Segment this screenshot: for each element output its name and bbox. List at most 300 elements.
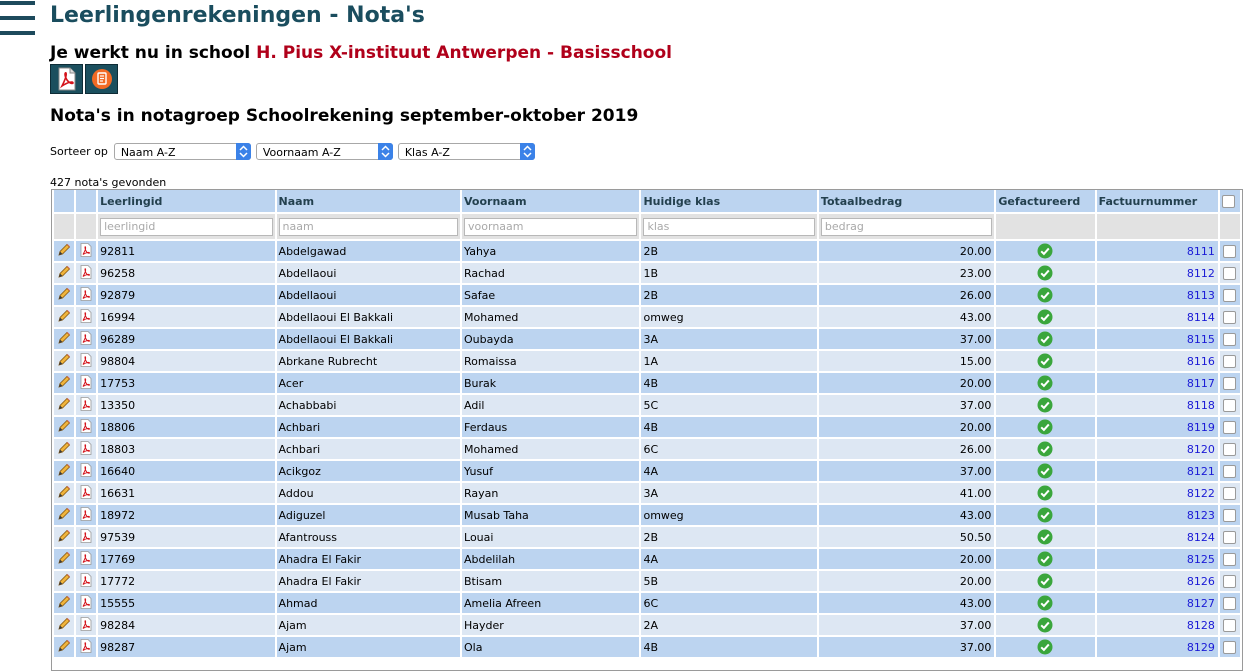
chevron-updown-icon [236, 143, 251, 160]
cell-voornaam: Ola [462, 635, 639, 657]
cell-voornaam: Rayan [462, 481, 639, 503]
pdf-cell [76, 349, 96, 371]
sort-select-value: Klas A-Z [404, 146, 450, 159]
cell-gefactureerd [996, 547, 1094, 569]
cell-voornaam: Romaissa [462, 349, 639, 371]
pdf-cell [76, 415, 96, 437]
col-edit-header [54, 190, 74, 214]
cell-voornaam: Abdelilah [462, 547, 639, 569]
pencil-icon[interactable] [57, 287, 71, 301]
pdf-icon[interactable] [80, 287, 92, 301]
cell-voornaam: Musab Taha [462, 503, 639, 525]
cell-factuurnummer [1097, 371, 1218, 393]
cell-leerlingid: 97539 [98, 525, 274, 547]
table-row [54, 459, 1240, 481]
pdf-icon[interactable] [80, 375, 92, 389]
pencil-icon[interactable] [57, 639, 71, 653]
school-line [50, 43, 672, 63]
cell-naam: Achbari [277, 437, 460, 459]
pdf-icon[interactable] [80, 507, 92, 521]
edit-cell [54, 525, 74, 547]
cell-voornaam: Rachad [462, 261, 639, 283]
edit-cell [54, 437, 74, 459]
pdf-cell [76, 503, 96, 525]
table-row [54, 481, 1240, 503]
cell-leerlingid: 98284 [98, 613, 274, 635]
cell-voornaam: Louai [462, 525, 639, 547]
edit-cell [54, 613, 74, 635]
pdf-cell [76, 481, 96, 503]
factuurnummer-link[interactable]: 8127 [1186, 596, 1215, 610]
pdf-cell [76, 239, 96, 261]
row-checkbox[interactable] [1223, 333, 1236, 346]
cell-naam: Abdelgawad [277, 239, 460, 261]
pdf-cell [76, 569, 96, 591]
cell-gefactureerd [996, 569, 1094, 591]
cell-naam: Addou [277, 481, 460, 503]
col-voornaam[interactable]: Voornaam [462, 190, 639, 214]
check-circle-icon [1037, 551, 1053, 567]
factuurnummer-link[interactable]: 8128 [1186, 618, 1215, 632]
document-button[interactable] [85, 64, 118, 94]
cell-klas: 5C [641, 393, 816, 415]
pdf-icon[interactable] [80, 265, 92, 279]
factuurnummer-link[interactable]: 8125 [1186, 552, 1215, 566]
cell-naam: Afantrouss [277, 525, 460, 547]
factuurnummer-link[interactable]: 8121 [1186, 464, 1215, 478]
pdf-icon[interactable] [80, 331, 92, 345]
cell-naam: Ajam [277, 613, 460, 635]
check-circle-icon [1037, 573, 1053, 589]
edit-cell [54, 591, 74, 613]
col-pdf-header [76, 190, 96, 214]
factuurnummer-link[interactable]: 8126 [1186, 574, 1215, 588]
factuurnummer-link[interactable]: 8124 [1186, 530, 1215, 544]
cell-bedrag: 20.00 [819, 371, 994, 393]
cell-bedrag: 23.00 [819, 261, 994, 283]
select-cell [1220, 481, 1240, 503]
table-row [54, 305, 1240, 327]
cell-factuurnummer [1097, 393, 1218, 415]
cell-leerlingid: 98804 [98, 349, 274, 371]
pdf-icon [56, 67, 78, 91]
edit-cell [54, 261, 74, 283]
check-circle-icon [1037, 309, 1053, 325]
cell-factuurnummer [1097, 349, 1218, 371]
pencil-icon[interactable] [57, 441, 71, 455]
row-checkbox[interactable] [1223, 619, 1236, 632]
pdf-icon[interactable] [80, 573, 92, 587]
cell-bedrag: 15.00 [819, 349, 994, 371]
cell-bedrag: 43.00 [819, 591, 994, 613]
pdf-icon[interactable] [80, 485, 92, 499]
cell-voornaam: Btisam [462, 569, 639, 591]
cell-factuurnummer [1097, 239, 1218, 261]
factuurnummer-link[interactable]: 8112 [1186, 266, 1215, 280]
cell-klas: 3A [641, 327, 816, 349]
select-cell [1220, 371, 1240, 393]
check-circle-icon [1037, 287, 1053, 303]
factuurnummer-link[interactable]: 8122 [1186, 486, 1215, 500]
pencil-icon[interactable] [57, 309, 71, 323]
table-row [54, 371, 1240, 393]
check-circle-icon [1037, 375, 1053, 391]
factuurnummer-link[interactable]: 8111 [1186, 244, 1215, 258]
school-name: H. Pius X-instituut Antwerpen - Basisschool [256, 43, 672, 63]
cell-leerlingid: 98287 [98, 635, 274, 657]
edit-cell [54, 393, 74, 415]
chevron-updown-icon [520, 143, 535, 160]
pdf-cell [76, 371, 96, 393]
cell-voornaam: Yusuf [462, 459, 639, 481]
cell-bedrag: 41.00 [819, 481, 994, 503]
pdf-cell [76, 393, 96, 415]
cell-klas: 4A [641, 547, 816, 569]
pdf-cell [76, 525, 96, 547]
select-cell [1220, 613, 1240, 635]
table-row [54, 261, 1240, 283]
select-cell [1220, 327, 1240, 349]
cell-gefactureerd [996, 239, 1094, 261]
chevron-updown-icon [378, 143, 393, 160]
table-row [54, 437, 1240, 459]
pencil-icon[interactable] [57, 529, 71, 543]
cell-factuurnummer [1097, 415, 1218, 437]
row-checkbox[interactable] [1223, 641, 1236, 654]
cell-gefactureerd [996, 481, 1094, 503]
row-checkbox[interactable] [1223, 311, 1236, 324]
cell-factuurnummer [1097, 591, 1218, 613]
select-cell [1220, 415, 1240, 437]
pencil-icon[interactable] [57, 617, 71, 631]
cell-gefactureerd [996, 327, 1094, 349]
select-cell [1220, 283, 1240, 305]
select-all-checkbox[interactable] [1222, 195, 1235, 208]
cell-leerlingid: 92879 [98, 283, 274, 305]
sort-select-klas[interactable] [398, 143, 535, 160]
col-gefactureerd[interactable]: Gefactureerd [996, 190, 1094, 214]
row-checkbox[interactable] [1223, 575, 1236, 588]
edit-cell [54, 481, 74, 503]
cell-leerlingid: 15555 [98, 591, 274, 613]
sort-label: Sorteer op [50, 145, 108, 158]
table-row [54, 613, 1240, 635]
cell-voornaam: Ferdaus [462, 415, 639, 437]
select-cell [1220, 393, 1240, 415]
cell-klas: 2B [641, 525, 816, 547]
cell-factuurnummer [1097, 481, 1218, 503]
select-cell [1220, 547, 1240, 569]
factuurnummer-link[interactable]: 8113 [1186, 288, 1215, 302]
select-cell [1220, 349, 1240, 371]
pencil-icon[interactable] [57, 573, 71, 587]
factuurnummer-link[interactable]: 8117 [1186, 376, 1215, 390]
check-circle-icon [1037, 639, 1053, 655]
select-cell [1220, 591, 1240, 613]
pencil-icon[interactable] [57, 595, 71, 609]
col-factuurnummer[interactable]: Factuurnummer [1097, 190, 1218, 214]
cell-leerlingid: 92811 [98, 239, 274, 261]
cell-naam: Adiguzel [277, 503, 460, 525]
select-all-cell [1220, 190, 1240, 214]
cell-klas: 4B [641, 635, 816, 657]
cell-gefactureerd [996, 613, 1094, 635]
document-icon [91, 68, 113, 90]
edit-cell [54, 459, 74, 481]
sort-select-naam[interactable] [114, 143, 251, 160]
group-title: Nota's in notagroep Schoolrekening september-oktober 2019 [50, 106, 639, 126]
cell-factuurnummer [1097, 261, 1218, 283]
cell-bedrag: 37.00 [819, 327, 994, 349]
pdf-icon[interactable] [80, 441, 92, 455]
cell-bedrag: 20.00 [819, 239, 994, 261]
select-cell [1220, 525, 1240, 547]
cell-klas: 4B [641, 415, 816, 437]
cell-naam: Abdellaoui [277, 283, 460, 305]
row-checkbox[interactable] [1223, 267, 1236, 280]
cell-factuurnummer [1097, 569, 1218, 591]
check-circle-icon [1037, 595, 1053, 611]
factuurnummer-link[interactable]: 8120 [1186, 442, 1215, 456]
pdf-icon[interactable] [80, 551, 92, 565]
cell-gefactureerd [996, 525, 1094, 547]
cell-klas: 6C [641, 437, 816, 459]
row-checkbox[interactable] [1223, 487, 1236, 500]
pdf-icon[interactable] [80, 529, 92, 543]
cell-factuurnummer [1097, 327, 1218, 349]
select-cell [1220, 459, 1240, 481]
check-circle-icon [1037, 243, 1053, 259]
cell-bedrag: 50.50 [819, 525, 994, 547]
cell-naam: Ajam [277, 635, 460, 657]
table-row [54, 415, 1240, 437]
sort-select-voornaam[interactable] [256, 143, 393, 160]
cell-klas: 3A [641, 481, 816, 503]
cell-naam: Achabbabi [277, 393, 460, 415]
cell-leerlingid: 17753 [98, 371, 274, 393]
edit-cell [54, 349, 74, 371]
row-checkbox[interactable] [1223, 509, 1236, 522]
table-row [54, 349, 1240, 371]
cell-leerlingid: 18803 [98, 437, 274, 459]
select-cell [1220, 503, 1240, 525]
row-checkbox[interactable] [1223, 421, 1236, 434]
cell-leerlingid: 16631 [98, 481, 274, 503]
cell-klas: 4A [641, 459, 816, 481]
notas-table [52, 190, 1242, 657]
cell-klas: omweg [641, 503, 816, 525]
cell-gefactureerd [996, 349, 1094, 371]
filter-naam-input[interactable] [279, 218, 458, 236]
edit-cell [54, 371, 74, 393]
col-klas[interactable]: Huidige klas [641, 190, 816, 214]
cell-bedrag: 26.00 [819, 437, 994, 459]
pencil-icon[interactable] [57, 507, 71, 521]
cell-factuurnummer [1097, 437, 1218, 459]
filter-klas-input[interactable] [643, 218, 814, 236]
select-cell [1220, 261, 1240, 283]
cell-gefactureerd [996, 305, 1094, 327]
pencil-icon[interactable] [57, 375, 71, 389]
table-row [54, 635, 1240, 657]
cell-leerlingid: 96258 [98, 261, 274, 283]
cell-klas: 5B [641, 569, 816, 591]
col-naam[interactable]: Naam [277, 190, 460, 214]
pdf-icon[interactable] [80, 309, 92, 323]
pdf-icon[interactable] [80, 419, 92, 433]
sort-row [50, 143, 540, 160]
result-count: 427 nota's gevonden [50, 176, 167, 189]
cell-naam: Abrkane Rubrecht [277, 349, 460, 371]
cell-gefactureerd [996, 437, 1094, 459]
cell-leerlingid: 18972 [98, 503, 274, 525]
row-checkbox[interactable] [1223, 465, 1236, 478]
edit-cell [54, 547, 74, 569]
export-pdf-button[interactable] [50, 64, 83, 94]
cell-bedrag: 43.00 [819, 503, 994, 525]
pencil-icon[interactable] [57, 485, 71, 499]
edit-cell [54, 503, 74, 525]
pdf-cell [76, 635, 96, 657]
cell-klas: 4B [641, 371, 816, 393]
cell-factuurnummer [1097, 613, 1218, 635]
cell-bedrag: 37.00 [819, 613, 994, 635]
pdf-cell [76, 591, 96, 613]
cell-voornaam: Hayder [462, 613, 639, 635]
cell-naam: Ahadra El Fakir [277, 547, 460, 569]
pdf-icon[interactable] [80, 595, 92, 609]
cell-bedrag: 37.00 [819, 635, 994, 657]
cell-klas: 2B [641, 239, 816, 261]
cell-leerlingid: 16640 [98, 459, 274, 481]
cell-gefactureerd [996, 503, 1094, 525]
filter-leerlingid-input[interactable] [100, 218, 272, 236]
check-circle-icon [1037, 353, 1053, 369]
pdf-icon[interactable] [80, 463, 92, 477]
cell-factuurnummer [1097, 503, 1218, 525]
cell-factuurnummer [1097, 635, 1218, 657]
table-row [54, 503, 1240, 525]
select-cell [1220, 437, 1240, 459]
row-checkbox[interactable] [1223, 245, 1236, 258]
pencil-icon[interactable] [57, 419, 71, 433]
pdf-icon[interactable] [80, 639, 92, 653]
notas-table-wrapper [51, 189, 1243, 671]
factuurnummer-link[interactable]: 8116 [1186, 354, 1215, 368]
table-row [54, 547, 1240, 569]
filter-bedrag-input[interactable] [821, 218, 992, 236]
header-row [54, 190, 1240, 214]
pencil-icon[interactable] [57, 463, 71, 477]
pdf-icon[interactable] [80, 397, 92, 411]
check-circle-icon [1037, 485, 1053, 501]
cell-klas: 1B [641, 261, 816, 283]
cell-bedrag: 20.00 [819, 415, 994, 437]
pencil-icon[interactable] [57, 551, 71, 565]
pencil-icon[interactable] [57, 331, 71, 345]
factuurnummer-link[interactable]: 8119 [1186, 420, 1215, 434]
edit-cell [54, 239, 74, 261]
cell-factuurnummer [1097, 525, 1218, 547]
row-checkbox[interactable] [1223, 399, 1236, 412]
school-prefix: Je werkt nu in school [50, 43, 251, 63]
pdf-icon[interactable] [80, 617, 92, 631]
filter-voornaam-input[interactable] [464, 218, 637, 236]
cell-leerlingid: 18806 [98, 415, 274, 437]
pdf-cell [76, 305, 96, 327]
cell-klas: omweg [641, 305, 816, 327]
cell-leerlingid: 16994 [98, 305, 274, 327]
pdf-cell [76, 613, 96, 635]
edit-cell [54, 327, 74, 349]
pdf-icon[interactable] [80, 353, 92, 367]
row-checkbox[interactable] [1223, 531, 1236, 544]
row-checkbox[interactable] [1223, 377, 1236, 390]
table-row [54, 283, 1240, 305]
pencil-icon[interactable] [57, 265, 71, 279]
cell-gefactureerd [996, 371, 1094, 393]
pdf-cell [76, 547, 96, 569]
check-circle-icon [1037, 265, 1053, 281]
row-checkbox[interactable] [1223, 289, 1236, 302]
cell-factuurnummer [1097, 459, 1218, 481]
check-circle-icon [1037, 507, 1053, 523]
pdf-cell [76, 437, 96, 459]
pencil-icon[interactable] [57, 397, 71, 411]
cell-voornaam: Yahya [462, 239, 639, 261]
edit-cell [54, 415, 74, 437]
cell-factuurnummer [1097, 283, 1218, 305]
factuurnummer-link[interactable]: 8115 [1186, 332, 1215, 346]
row-checkbox[interactable] [1223, 553, 1236, 566]
cell-klas: 2A [641, 613, 816, 635]
pdf-cell [76, 459, 96, 481]
edit-cell [54, 305, 74, 327]
pdf-icon[interactable] [80, 243, 92, 257]
cell-klas: 2B [641, 283, 816, 305]
cell-voornaam: Burak [462, 371, 639, 393]
table-row [54, 239, 1240, 261]
factuurnummer-link[interactable]: 8118 [1186, 398, 1215, 412]
table-row [54, 327, 1240, 349]
row-checkbox[interactable] [1223, 443, 1236, 456]
row-checkbox[interactable] [1223, 355, 1236, 368]
cell-gefactureerd [996, 283, 1094, 305]
action-icons [50, 64, 118, 94]
col-bedrag[interactable]: Totaalbedrag [819, 190, 994, 214]
cell-bedrag: 20.00 [819, 547, 994, 569]
factuurnummer-link[interactable]: 8129 [1186, 640, 1215, 654]
table-row [54, 525, 1240, 547]
cell-leerlingid: 13350 [98, 393, 274, 415]
col-leerlingid[interactable]: Leerlingid [98, 190, 274, 214]
row-checkbox[interactable] [1223, 597, 1236, 610]
check-circle-icon [1037, 331, 1053, 347]
edit-cell [54, 569, 74, 591]
pencil-icon[interactable] [57, 243, 71, 257]
cell-bedrag: 37.00 [819, 459, 994, 481]
factuurnummer-link[interactable]: 8114 [1186, 310, 1215, 324]
cell-klas: 1A [641, 349, 816, 371]
check-circle-icon [1037, 463, 1053, 479]
cell-voornaam: Mohamed [462, 305, 639, 327]
hamburger-menu-icon[interactable] [0, 0, 35, 38]
factuurnummer-link[interactable]: 8123 [1186, 508, 1215, 522]
table-row [54, 393, 1240, 415]
edit-cell [54, 283, 74, 305]
check-circle-icon [1037, 617, 1053, 633]
pencil-icon[interactable] [57, 353, 71, 367]
